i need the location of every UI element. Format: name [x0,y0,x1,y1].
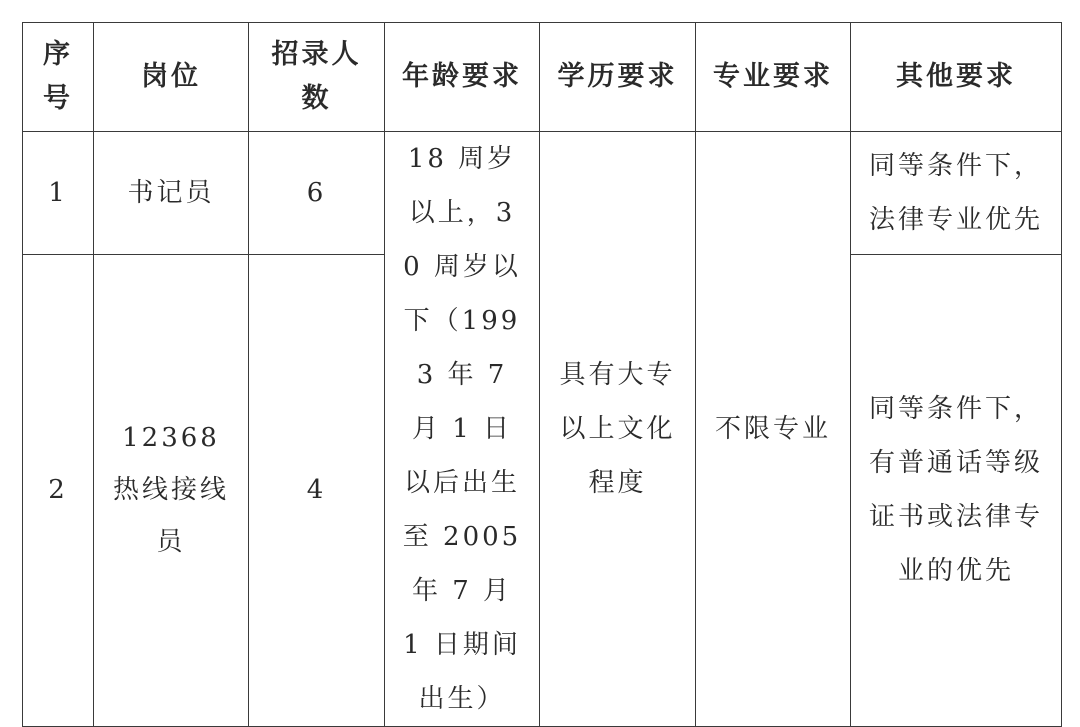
shared-education-requirement: 具有大专以上文化程度 [540,132,696,727]
table-row [23,132,1062,255]
row2-post: 12368 热线接线员 [94,254,249,726]
row1-post: 书记员 [94,132,249,255]
header-age: 年龄要求 [385,23,540,132]
row2-seq: 2 [23,254,94,726]
row1-seq: 1 [23,132,94,255]
header-row [23,23,1062,132]
header-post: 岗位 [94,23,249,132]
recruitment-table [22,22,1062,727]
header-education: 学历要求 [540,23,696,132]
header-count: 招录人数 [249,23,385,132]
header-seq: 序号 [23,23,94,132]
row2-count: 4 [249,254,385,726]
header-other: 其他要求 [851,23,1062,132]
shared-age-requirement: 18 周岁以上，30 周岁以下（1993 年 7 月 1 日以后出生至 2005 年 7 月 1 日期间出生） [385,132,540,727]
shared-major-requirement: 不限专业 [696,132,851,727]
row2-other: 同等条件下，有普通话等级证书或法律专业的优先 [851,254,1062,726]
row1-count: 6 [249,132,385,255]
header-major: 专业要求 [696,23,851,132]
row1-other: 同等条件下，法律专业优先 [851,132,1062,255]
